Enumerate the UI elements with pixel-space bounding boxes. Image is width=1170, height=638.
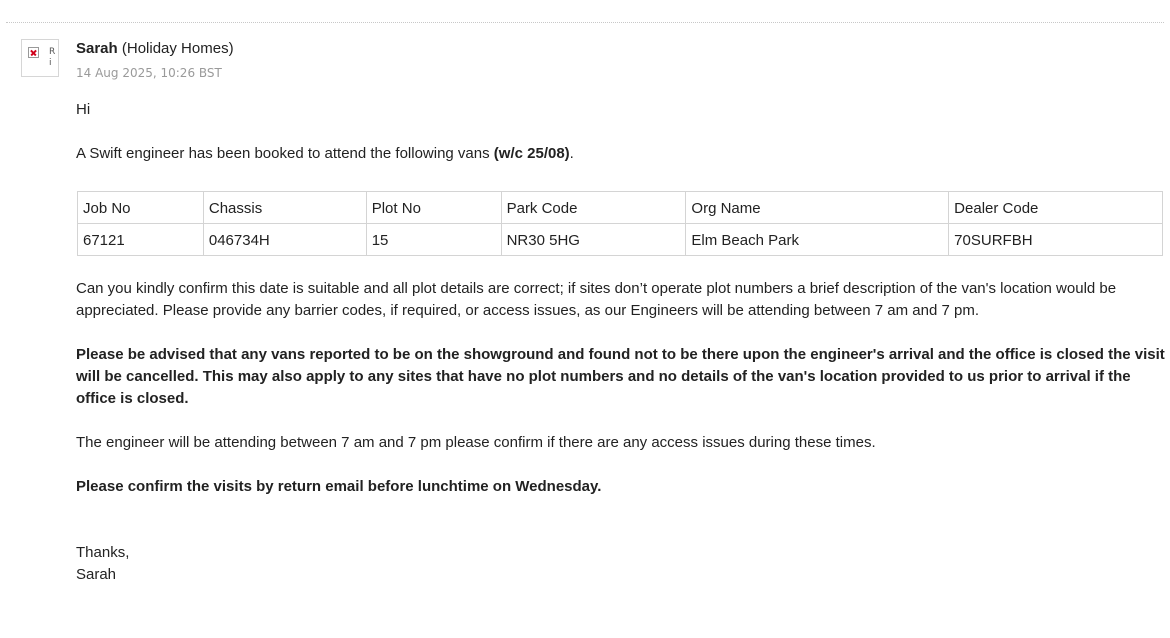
signoff-text: Thanks, [76, 544, 130, 561]
broken-image-icon [28, 47, 39, 58]
message-header [76, 39, 234, 80]
hours-paragraph: The engineer will be attending between 7 am and 7 pm please confirm if there are any access issues during these times. [76, 434, 876, 451]
table-header-row [78, 192, 1163, 224]
table-cell-org-name: Elm Beach Park [686, 224, 949, 256]
column-header: Dealer Code [949, 192, 1163, 224]
greeting-text: Hi [76, 101, 91, 118]
avatar-alt-text: R i [49, 47, 56, 68]
confirm-paragraph: Can you kindly confirm this date is suitable and all plot details are correct; if sites don’t operate plot numbers a brief description of the van's location would be appreciated. Please provide any barrier codes, if required, or access issues, as our Engineers will be attending between 7 am and 7 pm. [76, 280, 1117, 319]
table-cell-park-code: NR30 5HG [501, 224, 686, 256]
table-cell-chassis: 046734H [203, 224, 366, 256]
message-divider [6, 22, 1164, 23]
week-commencing-text: (w/c 25/08) [493, 145, 570, 162]
jobs-table [77, 191, 1163, 256]
warning-paragraph: Please be advised that any vans reported to be on the showground and found not to be there upon the engineer's arrival and the office is closed the visit will be cancelled. This may also apply to any sites that have no plot numbers and no details of the van's location provided to us prior to arrival if the office is closed. [76, 346, 1165, 407]
table-cell-plot-no: 15 [366, 224, 501, 256]
signature-text: Sarah [76, 566, 117, 583]
column-header: Park Code [501, 192, 686, 224]
column-header: Org Name [686, 192, 949, 224]
intro-text: A Swift engineer has been booked to attend the following vans [76, 145, 494, 162]
message-body [76, 99, 1166, 586]
table-row [78, 224, 1163, 256]
column-header: Plot No [366, 192, 501, 224]
deadline-paragraph: Please confirm the visits by return email before lunchtime on Wednesday. [76, 478, 602, 495]
column-header: Job No [78, 192, 204, 224]
message-timestamp: 14 Aug 2025, 10:26 BST [76, 66, 222, 80]
intro-paragraph [76, 143, 1166, 165]
sender-avatar[interactable] [21, 39, 59, 77]
sender-name[interactable]: Sarah [76, 40, 118, 57]
column-header: Chassis [203, 192, 366, 224]
intro-suffix: . [569, 145, 574, 162]
table-cell-dealer-code: 70SURFBH [949, 224, 1163, 256]
sender-organization: (Holiday Homes) [121, 40, 234, 57]
sender-line [76, 39, 234, 59]
table-cell-job-no: 67121 [78, 224, 204, 256]
